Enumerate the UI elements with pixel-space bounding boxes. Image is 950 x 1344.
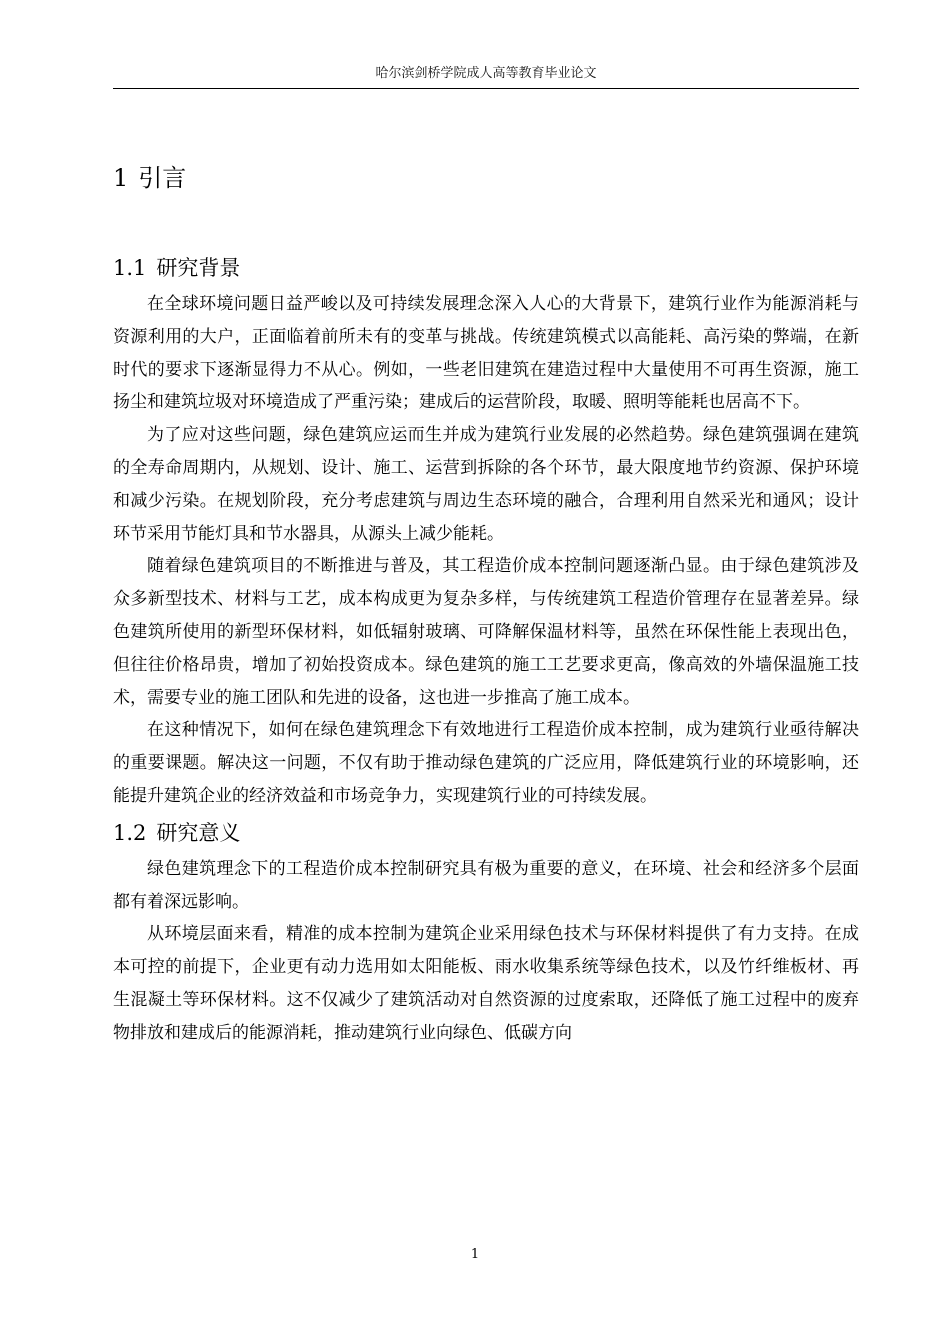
section-research-background — [113, 248, 859, 813]
running-header: 哈尔滨剑桥学院成人高等教育毕业论文 — [375, 66, 597, 81]
paragraph: 在这种情况下，如何在绿色建筑理念下有效地进行工程造价成本控制，成为建筑行业亟待解决的重要课题。解决这一问题，不仅有助于推动绿色建筑的广泛应用，降低建筑行业的环境影响，还能提升建筑企业的经济效益和市场竞争力，实现建筑行业的可持续发展。 — [113, 720, 859, 806]
section-number: 1.2 — [113, 820, 147, 845]
chapter-heading — [113, 150, 859, 206]
paragraph: 随着绿色建筑项目的不断推进与普及，其工程造价成本控制问题逐渐凸显。由于绿色建筑涉及众多新型技术、材料与工艺，成本构成更为复杂多样，与传统建筑工程造价管理存在显著差异。绿色建筑所使用的新型环保材料，如低辐射玻璃、可降解保温材料等，虽然在环保性能上表现出色，但往往价格昂贵，增加了初始投资成本。绿色建筑的施工工艺要求更高，像高效的外墙保温施工技术，需要专业的施工团队和先进的设备，这也进一步推高了施工成本。 — [113, 556, 859, 708]
section-number: 1.1 — [113, 256, 147, 280]
section-title: 研究意义 — [156, 820, 241, 845]
page-content — [113, 150, 859, 1050]
section-research-significance — [113, 813, 859, 1050]
section-heading — [113, 248, 859, 288]
spacer — [113, 206, 859, 248]
paragraph: 为了应对这些问题，绿色建筑应运而生并成为建筑行业发展的必然趋势。绿色建筑强调在建筑的全寿命周期内，从规划、设计、施工、运营到拆除的各个环节，最大限度地节约资源、保护环境和减少污染。在规划阶段，充分考虑建筑与周边生态环境的融合，合理利用自然采光和通风；设计环节采用节能灯具和节水器具，从源头上减少能耗。 — [113, 425, 859, 544]
chapter-title: 引言 — [138, 164, 187, 192]
chapter-number: 1 — [113, 164, 129, 192]
paragraph: 在全球环境问题日益严峻以及可持续发展理念深入人心的大背景下，建筑行业作为能源消耗与资源利用的大户，正面临着前所未有的变革与挑战。传统建筑模式以高能耗、高污染的弊端，在新时代的要求下逐渐显得力不从心。例如，一些老旧建筑在建造过程中大量使用不可再生资源，施工扬尘和建筑垃圾对环境造成了严重污染；建成后的运营阶段，取暖、照明等能耗也居高不下。 — [113, 294, 859, 413]
paragraph: 从环境层面来看，精准的成本控制为建筑企业采用绿色技术与环保材料提供了有力支持。在成本可控的前提下，企业更有动力选用如太阳能板、雨水收集系统等绿色技术，以及竹纤维板材、再生混凝土等环保材料。这不仅减少了建筑活动对自然资源的过度索取，还降低了施工过程中的废弃物排放和建成后的能源消耗，推动建筑行业向绿色、低碳方向 — [113, 924, 859, 1043]
paragraph: 绿色建筑理念下的工程造价成本控制研究具有极为重要的意义，在环境、社会和经济多个层面都有着深远影响。 — [113, 858, 859, 912]
header-rule — [113, 88, 859, 89]
page-number: 1 — [470, 1247, 480, 1262]
section-title: 研究背景 — [156, 256, 241, 280]
section-heading — [113, 813, 859, 853]
